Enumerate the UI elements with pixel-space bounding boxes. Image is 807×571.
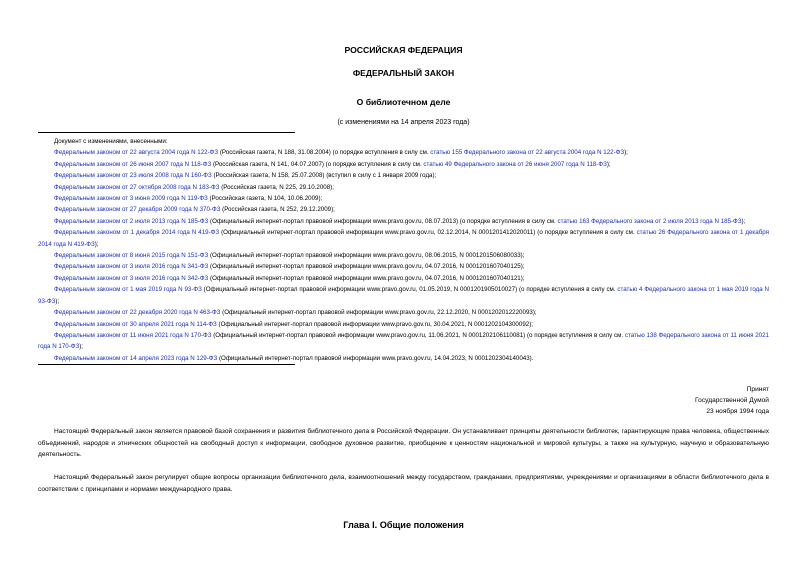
amendment-tail: ); — [79, 343, 83, 351]
top-divider — [38, 132, 295, 133]
amendment-law-link[interactable]: Федеральным законом от 1 декабря 2014 года N 419-ФЗ — [54, 229, 220, 237]
amendment-details: (Официальный интернет-портал правовой информации www.pravo.gov.ru, 08.07.2013) (о порядке вступления в силу см. — [208, 217, 558, 225]
amendment-item — [38, 261, 769, 272]
amendment-law-link[interactable]: Федеральным законом от 27 октября 2008 года N 183-ФЗ — [54, 183, 220, 191]
amendment-details: (Российская газета, N 158, 25.07.2008) (вступил в силу с 1 января 2009 года); — [211, 172, 437, 180]
amendment-item — [38, 319, 769, 330]
amendment-law-link[interactable]: Федеральным законом от 22 августа 2004 года N 122-ФЗ — [54, 149, 219, 157]
amendment-details: (Официальный интернет-портал правовой информации www.pravo.gov.ru, 04.07.2016, N 0001201607040121); — [208, 274, 525, 282]
amendment-article-link[interactable]: статью 138 Федерального закона от 11 июня 2021 года N 170-ФЗ — [38, 331, 770, 351]
amendment-item — [38, 193, 769, 204]
amendment-details: (Российская газета, N 104, 10.06.2009); — [207, 195, 323, 203]
preamble-paragraph-2: Настоящий Федеральный закон регулирует общие вопросы организации библиотечного дела, взаимоотношений между государством, гражданами, предприятиями, учреждениями и организациями в области библиотечного дела в соответствии с принципами и нормами международного права. — [38, 474, 769, 493]
amendment-details: (Официальный интернет-портал правовой информации www.pravo.gov.ru, 08.06.2015, N 0001201506080033); — [208, 252, 525, 260]
amendment-law-link[interactable]: Федеральным законом от 23 июля 2008 года N 160-ФЗ — [54, 172, 212, 180]
amendment-item — [38, 284, 769, 307]
amendment-law-link[interactable]: Федеральным законом от 11 июня 2021 года N 170-ФЗ — [54, 331, 212, 339]
amendment-item — [38, 216, 769, 227]
amendment-item — [38, 204, 769, 215]
amendment-item — [38, 250, 769, 261]
amendment-details: (Российская газета, N 188, 31.08.2004) (о порядке вступления в силу см. — [218, 149, 431, 157]
amendment-law-link[interactable]: Федеральным законом от 30 апреля 2021 года N 114-ФЗ — [54, 320, 217, 328]
adoption-date: 23 ноября 1994 года — [706, 407, 769, 415]
document-title: О библиотечном деле — [356, 97, 451, 107]
chapter-heading: Глава I. Общие положения — [343, 520, 464, 530]
amendment-item — [38, 330, 769, 353]
amendment-item — [38, 353, 769, 364]
amendment-tail: ); — [94, 240, 99, 248]
amendment-law-link[interactable]: Федеральным законом от 2 июля 2013 года N 185-ФЗ — [54, 217, 209, 225]
amendment-law-link[interactable]: Федеральным законом от 3 июля 2016 года N 341-ФЗ — [54, 263, 209, 271]
amendment-tail: ); — [741, 217, 746, 225]
amendment-details: (Российская газета, N 141, 04.07.2007) (о порядке вступления в силу см. — [211, 160, 424, 168]
country-title: РОССИЙСКАЯ ФЕДЕРАЦИЯ — [344, 45, 463, 55]
amendment-law-link[interactable]: Федеральным законом от 26 июня 2007 года N 118-ФЗ — [54, 160, 212, 168]
adoption-line-2: Государственной Думой — [695, 396, 769, 404]
amendment-item — [38, 182, 769, 193]
amendment-details: (Официальный интернет-портал правовой информации www.pravo.gov.ru, 11.06.2021, N 0001202106110081) (о порядке вступления в силу см. — [211, 331, 625, 339]
amendment-article-link[interactable]: статью 4 Федерального закона от 1 мая 2019 года N 93-ФЗ — [38, 286, 769, 305]
amendments-list — [38, 136, 769, 364]
amendment-article-link[interactable]: статью 49 Федерального закона от 26 июня 2007 года N 118-ФЗ — [423, 160, 607, 168]
amendment-details: (Официальный интернет-портал правовой информации www.pravo.gov.ru, 02.12.2014, N 0001201412020011) (о порядке вступления в силу см. — [219, 229, 637, 237]
amendment-details: (Официальный интернет-портал правовой информации www.pravo.gov.ru, 22.12.2020, N 0001202012220093); — [220, 309, 537, 317]
amendment-item — [38, 307, 769, 318]
amendments-items — [38, 147, 769, 364]
amendment-tail: ); — [606, 160, 611, 168]
adoption-line-1: Принят — [746, 386, 769, 393]
law-type-title: ФЕДЕРАЛЬНЫЙ ЗАКОН — [352, 68, 455, 78]
amendment-details: (Официальный интернет-портал правовой информации www.pravo.gov.ru, 01.05.2019, N 0001201905010027) (о порядке вступления в силу см. — [201, 286, 618, 294]
amendment-law-link[interactable]: Федеральным законом от 27 декабря 2009 года N 370-ФЗ — [54, 206, 221, 214]
revision-note: (с изменениями на 14 апреля 2023 года) — [337, 119, 470, 126]
amendment-article-link[interactable]: статью 26 Федерального закона от 1 декабря 2014 года N 419-ФЗ — [38, 229, 769, 248]
amendment-details: (Официальный интернет-портал правовой информации www.pravo.gov.ru, 30.04.2021, N 0001202104300092); — [216, 320, 533, 328]
amendment-tail: ); — [55, 297, 60, 305]
amendment-details: (Официальный интернет-портал правовой информации www.pravo.gov.ru, 14.04.2023, N 0001202304140043). — [217, 354, 534, 362]
amendment-article-link[interactable]: статью 163 Федерального закона от 2 июля 2013 года N 185-ФЗ — [557, 217, 742, 225]
amendment-law-link[interactable]: Федеральным законом от 3 июня 2009 года N 119-ФЗ — [54, 195, 208, 203]
amendment-details: (Официальный интернет-портал правовой информации www.pravo.gov.ru, 04.07.2016, N 0001201607040125); — [208, 263, 525, 271]
amendment-item — [38, 227, 769, 250]
amendment-tail: ); — [624, 149, 628, 157]
amendments-intro: Документ с изменениями, внесенными: — [54, 138, 168, 145]
preamble-paragraph-1: Настоящий Федеральный закон является правовой базой сохранения и развития библиотечного дела в Российской Федерации. Он устанавливает принципы деятельности библиотек, гарантирующие права человека, общественных объединений, народов и этнических общностей на свободный доступ к информации, свободное духовное развитие, приобщение к ценностям национальной и мировой культуры, а также на культурную, научную и образовательную деятельность. — [38, 428, 769, 459]
amendment-law-link[interactable]: Федеральным законом от 8 июня 2015 года N 151-ФЗ — [54, 252, 209, 260]
amendment-details: (Российская газета, N 252, 29.12.2009); — [220, 206, 335, 214]
amendment-law-link[interactable]: Федеральным законом от 3 июля 2016 года N 342-ФЗ — [54, 274, 209, 282]
bottom-divider — [38, 364, 295, 365]
amendment-law-link[interactable]: Федеральным законом от 14 апреля 2023 года N 129-ФЗ — [54, 354, 218, 362]
amendment-item — [38, 170, 769, 181]
amendment-article-link[interactable]: статью 155 Федерального закона от 22 августа 2004 года N 122-ФЗ — [430, 149, 625, 157]
adoption-block — [629, 385, 769, 417]
amendment-law-link[interactable]: Федеральным законом от 22 декабря 2020 года N 463-ФЗ — [54, 309, 221, 317]
amendment-details: (Российская газета, N 225, 29.10.2008); — [219, 183, 334, 191]
amendment-item — [38, 159, 769, 170]
amendment-item — [38, 147, 769, 158]
amendment-law-link[interactable]: Федеральным законом от 1 мая 2019 года N 93-ФЗ — [54, 286, 202, 294]
amendment-item — [38, 273, 769, 284]
